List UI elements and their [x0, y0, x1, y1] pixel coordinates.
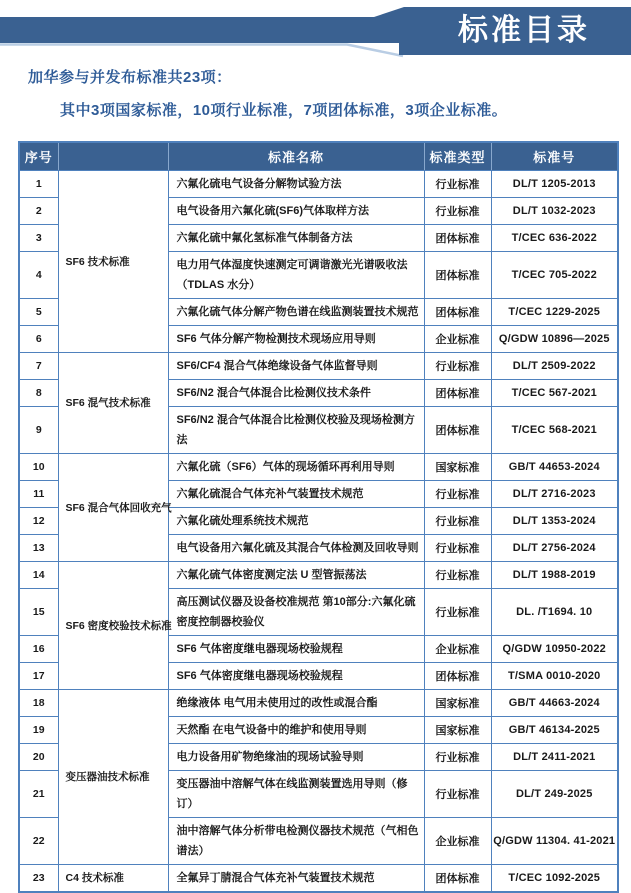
standard-type: 行业标准 — [424, 197, 491, 224]
row-number: 4 — [19, 251, 58, 298]
standard-name: 绝缘液体 电气用未使用过的改性或混合酯 — [168, 689, 424, 716]
standard-type: 行业标准 — [424, 507, 491, 534]
row-number: 14 — [19, 561, 58, 588]
page-title: 标准目录 — [458, 14, 590, 47]
table-row — [19, 561, 618, 588]
standards-table — [18, 141, 619, 893]
standard-type: 国家标准 — [424, 453, 491, 480]
standard-type: 行业标准 — [424, 561, 491, 588]
table-header-row — [19, 142, 618, 170]
standard-type: 团体标准 — [424, 251, 491, 298]
category-cell: 变压器油技术标准 — [58, 689, 168, 864]
standard-code: DL/T 2756-2024 — [491, 534, 618, 561]
standard-name: 全氟异丁腈混合气体充补气装置技术规范 — [168, 864, 424, 892]
standard-type: 行业标准 — [424, 770, 491, 817]
category-cell: SF6 技术标准 — [58, 170, 168, 352]
table-row — [19, 170, 618, 197]
row-number: 16 — [19, 635, 58, 662]
standard-code: T/CEC 568-2021 — [491, 406, 618, 453]
standard-name: 六氟化硫气体密度测定法 U 型管振荡法 — [168, 561, 424, 588]
standard-type: 企业标准 — [424, 635, 491, 662]
standard-name: SF6 气体分解产物检测技术现场应用导则 — [168, 325, 424, 352]
category-cell: SF6 混合气体回收充气 — [58, 453, 168, 561]
column-header-1 — [58, 142, 168, 170]
standard-code: Q/GDW 11304. 41-2021 — [491, 817, 618, 864]
standard-code: DL/T 2509-2022 — [491, 352, 618, 379]
row-number: 21 — [19, 770, 58, 817]
standard-type: 行业标准 — [424, 480, 491, 507]
standard-name: 天然酯 在电气设备中的维护和使用导则 — [168, 716, 424, 743]
standard-name: 变压器油中溶解气体在线监测装置选用导则（修订） — [168, 770, 424, 817]
standard-type: 国家标准 — [424, 716, 491, 743]
category-cell: SF6 密度校验技术标准 — [58, 561, 168, 689]
standard-code: Q/GDW 10896—2025 — [491, 325, 618, 352]
standard-code: DL/T 249-2025 — [491, 770, 618, 817]
standard-code: GB/T 46134-2025 — [491, 716, 618, 743]
category-cell: C4 技术标准 — [58, 864, 168, 892]
standard-name: 电气设备用六氟化硫及其混合气体检测及回收导则 — [168, 534, 424, 561]
row-number: 8 — [19, 379, 58, 406]
standard-code: T/CEC 705-2022 — [491, 251, 618, 298]
standard-type: 团体标准 — [424, 379, 491, 406]
standard-code: GB/T 44663-2024 — [491, 689, 618, 716]
table-row — [19, 352, 618, 379]
banner — [0, 0, 631, 60]
standard-type: 行业标准 — [424, 352, 491, 379]
standard-type: 行业标准 — [424, 588, 491, 635]
row-number: 11 — [19, 480, 58, 507]
intro-line-breakdown: 其中3项国家标准，10项行业标准，7项团体标准，3项企业标准。 — [60, 102, 508, 119]
column-header-4: 标准号 — [491, 142, 618, 170]
standard-name: SF6 气体密度继电器现场校验规程 — [168, 635, 424, 662]
row-number: 1 — [19, 170, 58, 197]
standard-name: 电力用气体湿度快速测定可调谐激光光谱吸收法（TDLAS 水分） — [168, 251, 424, 298]
standard-type: 团体标准 — [424, 298, 491, 325]
standard-type: 行业标准 — [424, 743, 491, 770]
standard-code: DL/T 1205-2013 — [491, 170, 618, 197]
standard-code: DL. /T1694. 10 — [491, 588, 618, 635]
intro-line-total: 加华参与并发布标准共23项： — [28, 69, 232, 86]
row-number: 3 — [19, 224, 58, 251]
row-number: 9 — [19, 406, 58, 453]
standard-name: SF6 气体密度继电器现场校验规程 — [168, 662, 424, 689]
standard-code: T/CEC 567-2021 — [491, 379, 618, 406]
table-row — [19, 689, 618, 716]
standard-code: T/SMA 0010-2020 — [491, 662, 618, 689]
column-header-2: 标准名称 — [168, 142, 424, 170]
standard-code: DL/T 2411-2021 — [491, 743, 618, 770]
standard-type: 企业标准 — [424, 325, 491, 352]
row-number: 19 — [19, 716, 58, 743]
standard-name: 高压测试仪器及设备校准规范 第10部分:六氟化硫密度控制器校验仪 — [168, 588, 424, 635]
banner-bar — [0, 17, 420, 43]
standard-type: 团体标准 — [424, 662, 491, 689]
standard-type: 行业标准 — [424, 170, 491, 197]
row-number: 18 — [19, 689, 58, 716]
table-header — [19, 142, 618, 170]
row-number: 6 — [19, 325, 58, 352]
standard-name: 六氟化硫混合气体充补气装置技术规范 — [168, 480, 424, 507]
row-number: 13 — [19, 534, 58, 561]
column-header-0: 序号 — [19, 142, 58, 170]
standard-name: 电力设备用矿物绝缘油的现场试验导则 — [168, 743, 424, 770]
standard-code: T/CEC 1092-2025 — [491, 864, 618, 892]
standard-name: 六氟化硫中氟化氢标准气体制备方法 — [168, 224, 424, 251]
row-number: 20 — [19, 743, 58, 770]
standard-name: 电气设备用六氟化硫(SF6)气体取样方法 — [168, 197, 424, 224]
category-cell: SF6 混气技术标准 — [58, 352, 168, 453]
standard-name: SF6/CF4 混合气体绝缘设备气体监督导则 — [168, 352, 424, 379]
standard-name: 六氟化硫气体分解产物色谱在线监测装置技术规范 — [168, 298, 424, 325]
standard-name: 六氟化硫处理系统技术规范 — [168, 507, 424, 534]
row-number: 17 — [19, 662, 58, 689]
standard-code: T/CEC 636-2022 — [491, 224, 618, 251]
column-header-3: 标准类型 — [424, 142, 491, 170]
standard-type: 团体标准 — [424, 864, 491, 892]
standard-name: 六氟化硫（SF6）气体的现场循环再利用导则 — [168, 453, 424, 480]
standard-code: Q/GDW 10950-2022 — [491, 635, 618, 662]
row-number: 12 — [19, 507, 58, 534]
standard-code: DL/T 1988-2019 — [491, 561, 618, 588]
standard-type: 团体标准 — [424, 406, 491, 453]
row-number: 15 — [19, 588, 58, 635]
row-number: 2 — [19, 197, 58, 224]
standard-name: 油中溶解气体分析带电检测仪器技术规范（气相色谱法） — [168, 817, 424, 864]
row-number: 7 — [19, 352, 58, 379]
standard-code: T/CEC 1229-2025 — [491, 298, 618, 325]
standard-name: SF6/N2 混合气体混合比检测仪技术条件 — [168, 379, 424, 406]
banner-underline — [0, 45, 403, 57]
standard-type: 行业标准 — [424, 534, 491, 561]
standard-type: 团体标准 — [424, 224, 491, 251]
standard-type: 国家标准 — [424, 689, 491, 716]
row-number: 23 — [19, 864, 58, 892]
standard-code: DL/T 2716-2023 — [491, 480, 618, 507]
table-row — [19, 864, 618, 892]
standard-code: GB/T 44653-2024 — [491, 453, 618, 480]
standard-name: SF6/N2 混合气体混合比检测仪校验及现场检测方法 — [168, 406, 424, 453]
row-number: 5 — [19, 298, 58, 325]
row-number: 22 — [19, 817, 58, 864]
table-row — [19, 453, 618, 480]
standard-name: 六氟化硫电气设备分解物试验方法 — [168, 170, 424, 197]
standard-code: DL/T 1353-2024 — [491, 507, 618, 534]
row-number: 10 — [19, 453, 58, 480]
standard-type: 企业标准 — [424, 817, 491, 864]
standard-code: DL/T 1032-2023 — [491, 197, 618, 224]
